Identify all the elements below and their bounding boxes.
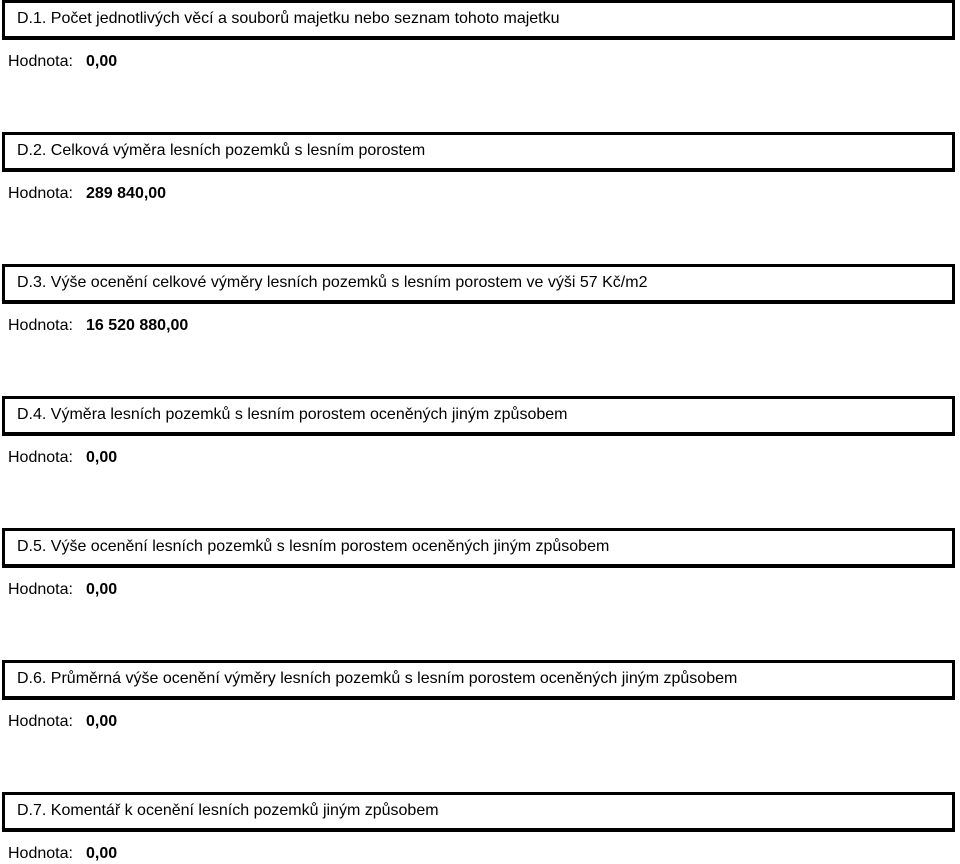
section-header-d3 — [2, 264, 955, 304]
value-row-d4 — [8, 448, 117, 468]
section-header-d7 — [2, 792, 955, 832]
section-header-d6 — [2, 660, 955, 700]
value-label: Hodnota: — [8, 713, 73, 730]
value-label: Hodnota: — [8, 449, 73, 466]
value-row-d6 — [8, 712, 117, 732]
section-title: D.6. Průměrná výše ocenění výměry lesních pozemků s lesním porostem oceněných jiným způsobem — [17, 670, 738, 687]
section-header-d4 — [2, 396, 955, 436]
section-title: D.5. Výše ocenění lesních pozemků s lesním porostem oceněných jiným způsobem — [17, 538, 610, 555]
value-amount: 0,00 — [86, 449, 118, 466]
value-amount: 16 520 880,00 — [86, 317, 189, 334]
section-header-d5 — [2, 528, 955, 568]
value-label: Hodnota: — [8, 53, 73, 70]
section-title: D.2. Celková výměra lesních pozemků s lesním porostem — [17, 142, 426, 159]
section-title: D.4. Výměra lesních pozemků s lesním porostem oceněných jiným způsobem — [17, 406, 568, 423]
value-amount: 0,00 — [86, 845, 118, 862]
value-row-d7 — [8, 844, 117, 864]
value-row-d5 — [8, 580, 117, 600]
section-header-d1 — [2, 0, 955, 40]
value-label: Hodnota: — [8, 185, 73, 202]
value-row-d2 — [8, 184, 166, 204]
value-row-d1 — [8, 52, 117, 72]
value-row-d3 — [8, 316, 188, 336]
section-title: D.1. Počet jednotlivých věcí a souborů majetku nebo seznam tohoto majetku — [17, 10, 560, 27]
value-amount: 0,00 — [86, 713, 118, 730]
value-label: Hodnota: — [8, 317, 73, 334]
value-amount: 289 840,00 — [86, 185, 167, 202]
value-amount: 0,00 — [86, 581, 118, 598]
value-label: Hodnota: — [8, 581, 73, 598]
section-title: D.3. Výše ocenění celkové výměry lesních pozemků s lesním porostem ve výši 57 Kč/m2 — [17, 274, 648, 291]
section-title: D.7. Komentář k ocenění lesních pozemků jiným způsobem — [17, 802, 439, 819]
section-header-d2 — [2, 132, 955, 172]
value-label: Hodnota: — [8, 845, 73, 862]
value-amount: 0,00 — [86, 53, 118, 70]
